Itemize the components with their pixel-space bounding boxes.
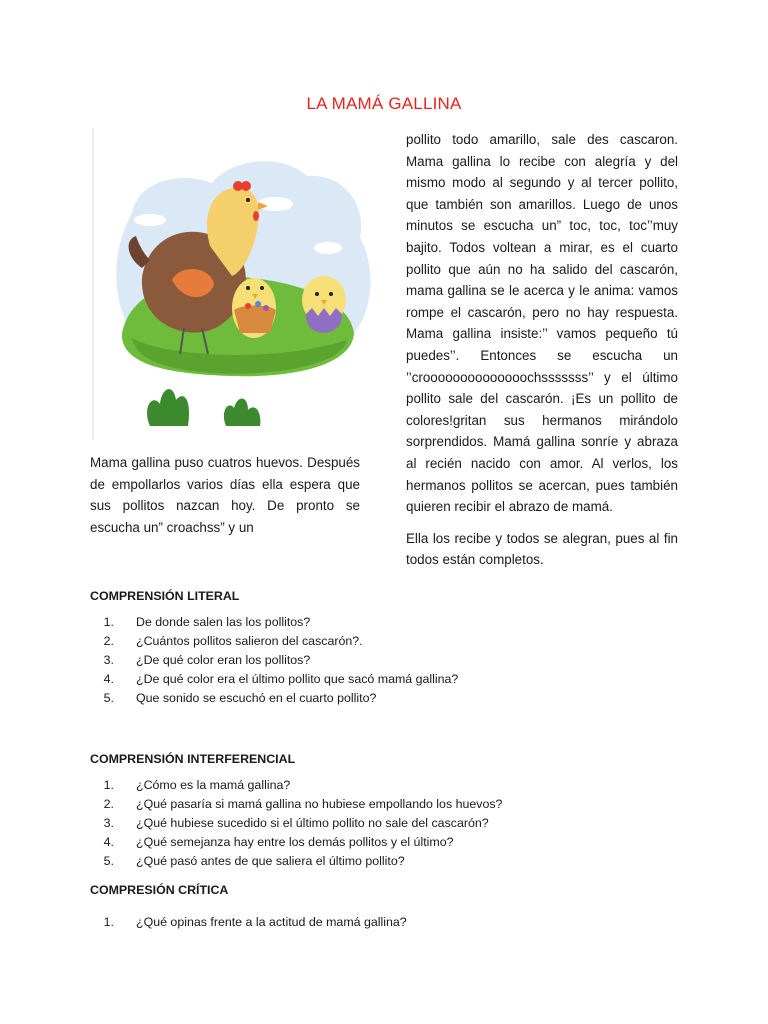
section-heading: COMPRESIÓN CRÍTICA [90, 883, 229, 897]
question-list [90, 776, 690, 871]
story-column-right [406, 129, 678, 571]
list-item [90, 833, 690, 852]
question-text: De donde salen las los pollitos? [136, 615, 311, 629]
list-item [90, 632, 690, 651]
section-heading: COMPRENSIÓN LITERAL [90, 589, 240, 603]
question-text: ¿De qué color eran los pollitos? [136, 653, 311, 667]
section-critica [90, 883, 690, 932]
list-item [90, 795, 690, 814]
list-item [90, 689, 690, 708]
story-paragraph: pollito todo amarillo, sale des cascaron. Mama gallina lo recibe con alegría y del mismo modo al segundo y al tercer pollito, que también son amarillos. Luego de unos minutos se escucha un” toc, toc, toc’’muy bajito. Todos voltean a mirar, es el cuarto pollito que aún no ha salido del cascarón, mama gallina se le acerca y le anima: vamos rompe el cascarón, pero no hay respuesta. Mama gallina insiste:’’ vamos pequeño tú puedes’’. Entonces se escucha un ’’croooooooooooooochsssssss’’ y el último pollito sale del cascarón. ¡Es un pollito de colores!gritan sus hermanos mirándolo sorprendidos. Mamá gallina sonríe y abraza al recién nacido con amor. Al verlos, los hermanos pollitos se acercan, pues también quieren recibir el abrazo de mamá. [406, 132, 678, 515]
list-item [90, 814, 690, 833]
list-item [90, 670, 690, 689]
story-paragraph: Mama gallina puso cuatros huevos. Después de empollarlos varios días ella espera que sus pollitos nazcan hoy. De pronto se escucha un” croachss” y un [90, 455, 360, 535]
story-paragraph: Ella los recibe y todos se alegran, pues al fin todos están completos. [406, 530, 678, 568]
list-number: 2. [103, 634, 114, 648]
list-number: 3. [103, 653, 114, 667]
question-text: ¿Qué pasó antes de que saliera el último pollito? [136, 854, 405, 868]
question-text: Que sonido se escuchó en el cuarto pollito? [136, 691, 377, 705]
list-item [90, 651, 690, 670]
list-number: 1. [103, 915, 114, 929]
list-number: 1. [103, 615, 114, 629]
question-text: ¿Qué hubiese sucedido si el último pollito no sale del cascarón? [136, 816, 489, 830]
question-list [90, 613, 690, 708]
question-text: ¿Qué semejanza hay entre los demás pollitos y el último? [136, 835, 454, 849]
list-number: 2. [103, 797, 114, 811]
list-item [90, 776, 690, 795]
hen-and-chicks-illustration [92, 128, 372, 440]
question-text: ¿Qué opinas frente a la actitud de mamá gallina? [136, 915, 407, 929]
list-number: 5. [103, 691, 114, 705]
image-border [92, 128, 94, 440]
list-number: 4. [103, 835, 114, 849]
page-title: LA MAMÁ GALLINA [306, 94, 462, 113]
question-text: ¿Qué pasaría si mamá gallina no hubiese empollando los huevos? [136, 797, 503, 811]
list-number: 3. [103, 816, 114, 830]
list-item [90, 613, 690, 632]
question-text: ¿Cuántos pollitos salieron del cascarón?. [136, 634, 363, 648]
list-number: 4. [103, 672, 114, 686]
section-interferencial [90, 752, 690, 871]
section-heading: COMPRENSIÓN INTERFERENCIAL [90, 752, 296, 766]
section-literal [90, 589, 690, 708]
question-list [90, 913, 690, 932]
list-number: 1. [103, 778, 114, 792]
question-text: ¿De qué color era el último pollito que sacó mamá gallina? [136, 672, 459, 686]
list-item [90, 913, 690, 932]
story-column-left [90, 452, 360, 538]
list-number: 5. [103, 854, 114, 868]
list-item [90, 852, 690, 871]
question-text: ¿Cómo es la mamá gallina? [136, 778, 291, 792]
